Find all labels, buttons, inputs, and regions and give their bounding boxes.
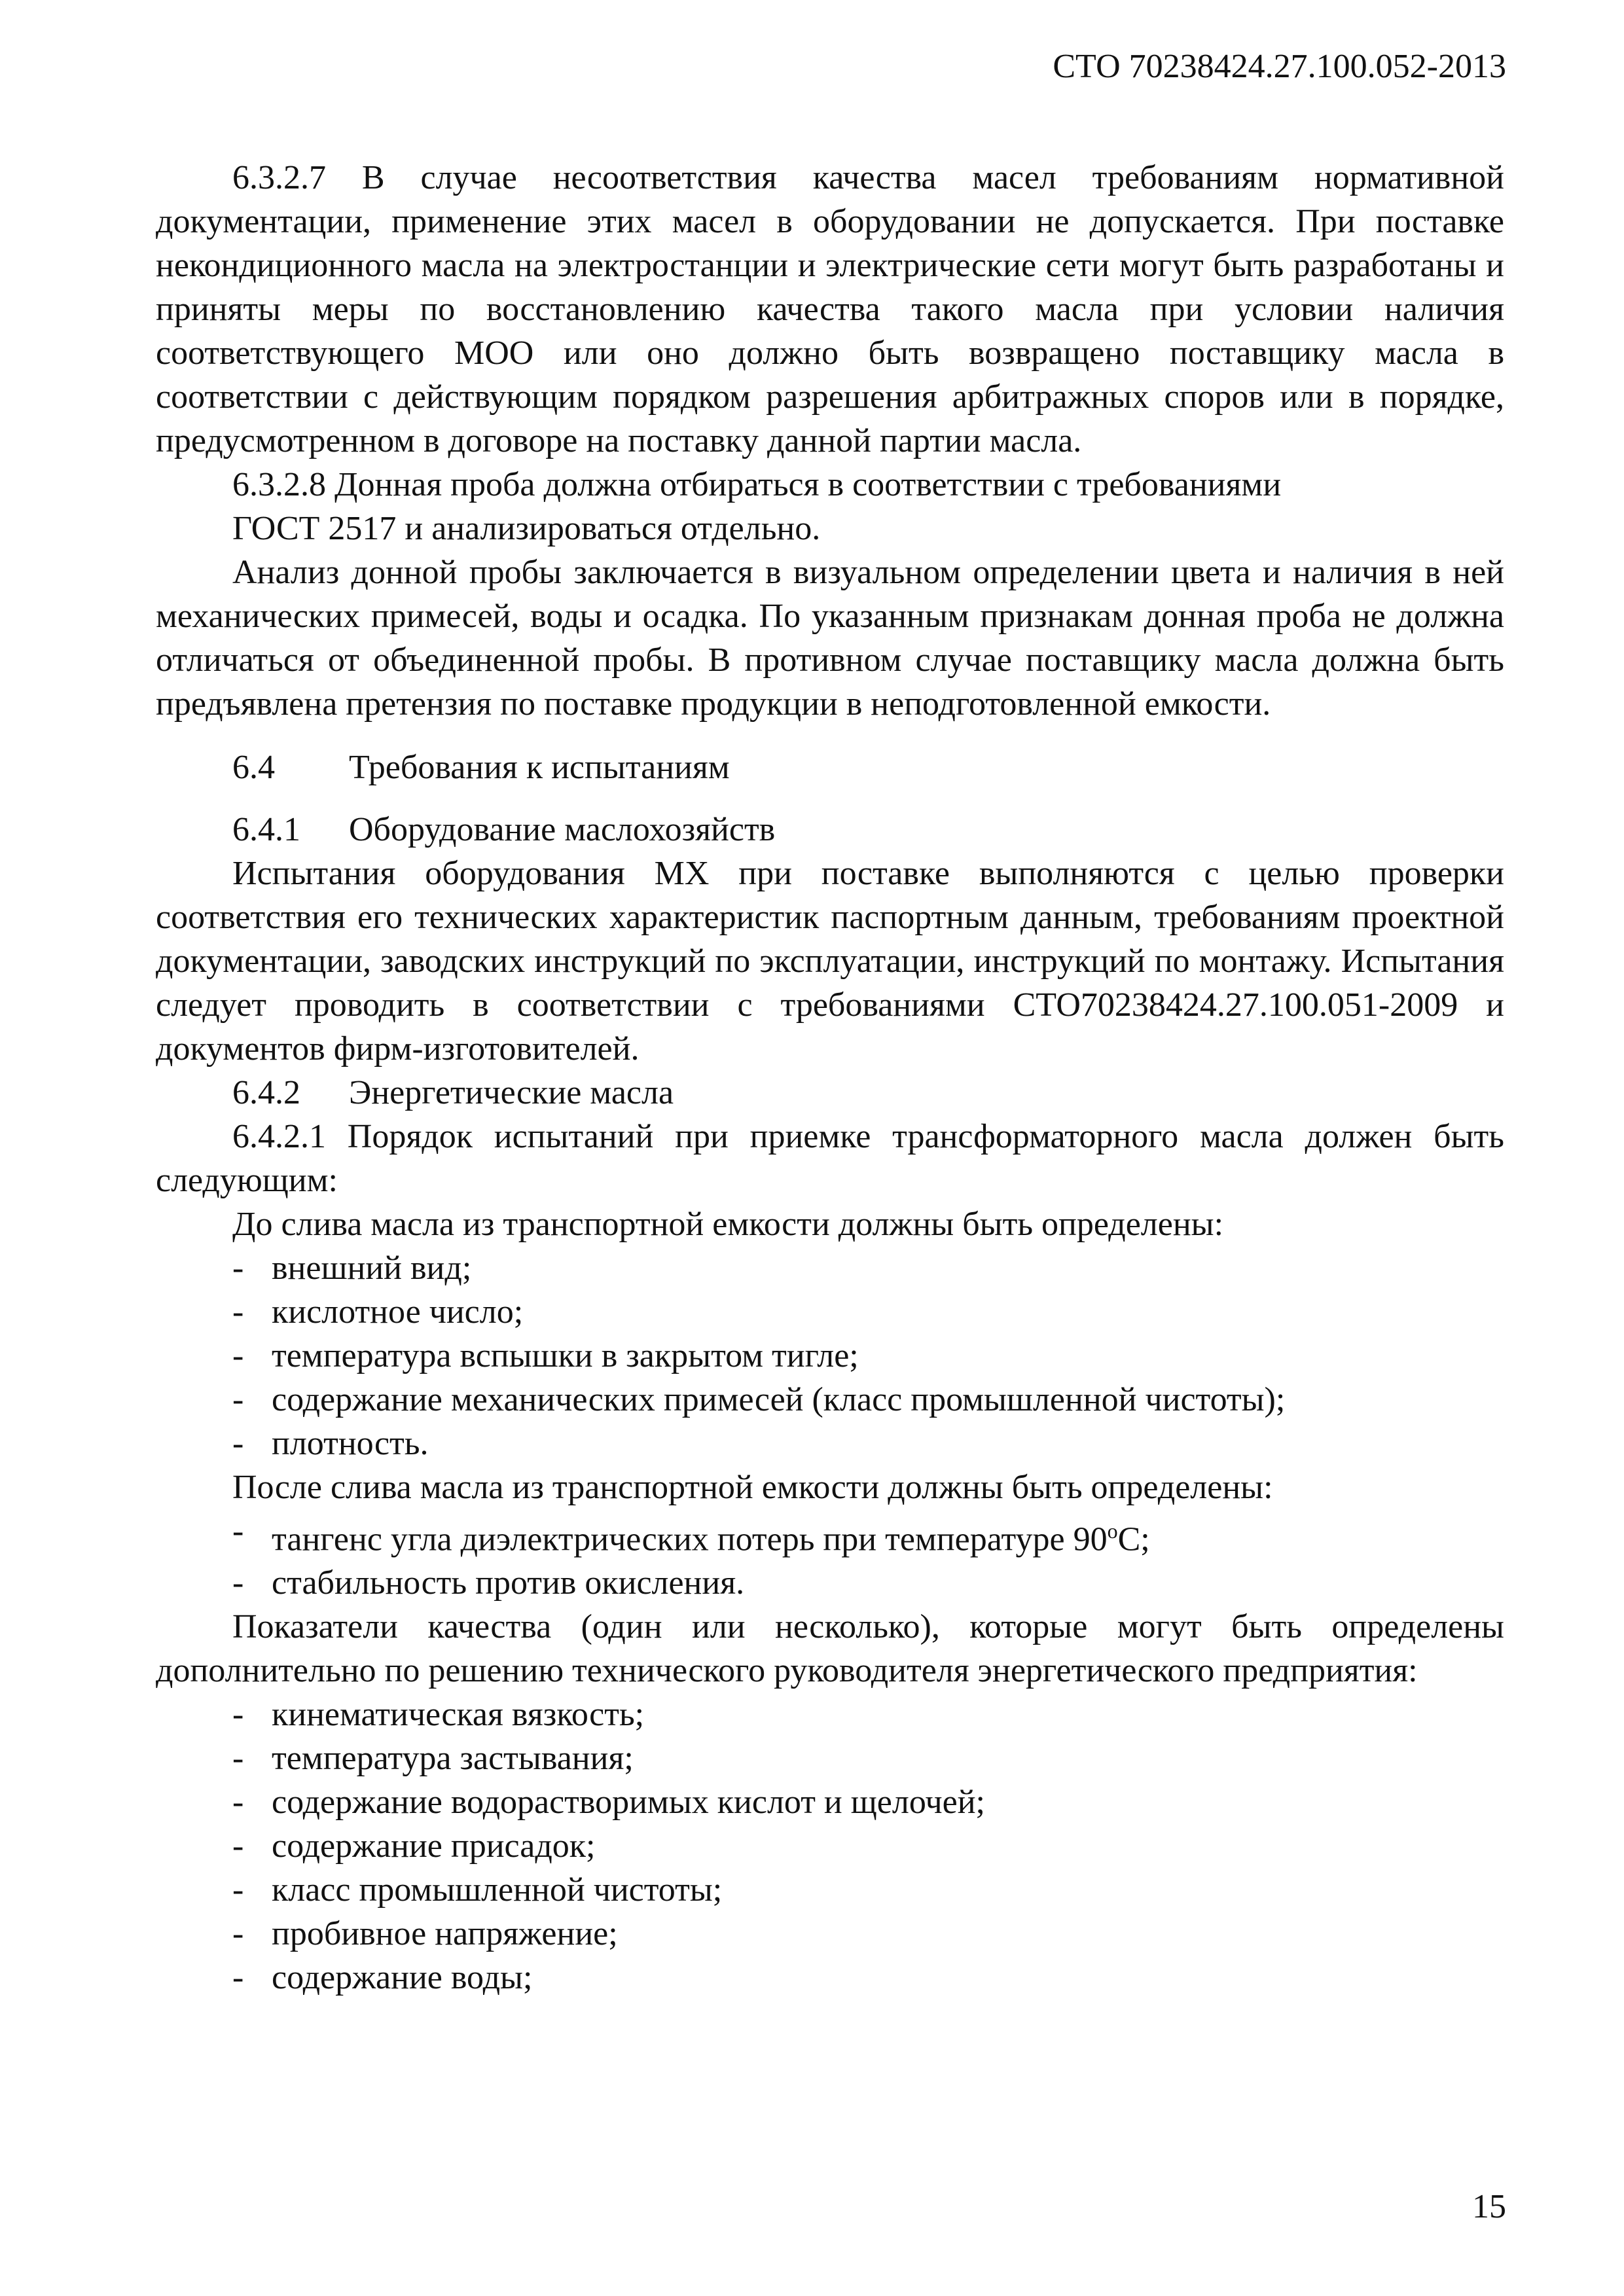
after-drain-list (156, 1509, 1504, 1605)
section-6-4-heading (156, 745, 1504, 789)
list-item (232, 1509, 1504, 1561)
section-6-4-2-heading (156, 1071, 1504, 1115)
paragraph-6-3-2-7: 6.3.2.7 В случае несоответствия качества масел требованиям нормативной документации, применение этих масел в оборудовании не допускается. При поставке некондиционного масла на электростанции и электрические сети могут быть разработаны и приняты меры по восстановлению качества такого масла при условии наличия соответствующего МОО или оно должно быть возвращено поставщику масла в соответствии с действующим порядком разрешения арбитражных споров или в порядке, предусмотренном в договоре на поставку данной партии масла. (156, 159, 1504, 459)
list-item: - кислотное число; (232, 1290, 1504, 1334)
section-6-4-2-number: 6.4.2 (232, 1074, 300, 1111)
additional-indicators-list (156, 1693, 1504, 2000)
section-6-4-1-text: Испытания оборудования МХ при поставке выполняются с целью проверки соответствия его технических характеристик паспортным данным, требованиям проектной документации, заводских инструкций по эксплуатации, инструкций по монтажу. Испытания следует проводить в соответствии с требованиями СТО70238424.27.100.051-2009 и документов фирм-изготовителей. (156, 855, 1504, 1067)
list-item: - класс промышленной чистоты; (232, 1868, 1504, 1912)
document-code-header: СТО 70238424.27.100.052-2013 (1053, 48, 1506, 85)
list-item: - пробивное напряжение; (232, 1912, 1504, 1956)
before-drain-label: До слива масла из транспортной емкости должны быть определены: (232, 1206, 1224, 1243)
list-item: - плотность. (232, 1422, 1504, 1465)
list-item: - кинематическая вязкость; (232, 1693, 1504, 1736)
list-item: - содержание воды; (232, 1956, 1504, 2000)
list-item: - внешний вид; (232, 1246, 1504, 1290)
page-number: 15 (1472, 2188, 1506, 2225)
section-6-4-1-number: 6.4.1 (232, 811, 300, 848)
after-drain-label: После слива масла из транспортной емкости должны быть определены: (232, 1469, 1273, 1506)
list-item: - температура вспышки в закрытом тигле; (232, 1334, 1504, 1378)
tangent-item-text: тангенс угла диэлектрических потерь при температуре 90 (272, 1520, 1108, 1558)
list-item: - температура застывания; (232, 1736, 1504, 1780)
section-6-4-title: Требования к испытаниям (349, 749, 730, 786)
section-6-4-number: 6.4 (232, 749, 275, 786)
section-6-4-1-title: Оборудование маслохозяйств (349, 811, 776, 848)
section-6-4-2-title: Энергетические масла (349, 1074, 674, 1111)
list-item: - содержание присадок; (232, 1824, 1504, 1868)
degree-superscript: о (1107, 1519, 1118, 1543)
section-6-4-1-heading (156, 808, 1504, 852)
additional-indicators-label: Показатели качества (один или несколько), которые могут быть определены дополнительно по решению технического руководителя энергетического предприятия: (156, 1608, 1504, 1690)
tangent-item-unit: С; (1117, 1520, 1150, 1558)
list-item: - содержание механических примесей (класс промышленной чистоты); (232, 1378, 1504, 1422)
paragraph-bottom-sample-analysis: Анализ донной пробы заключается в визуальном определении цвета и наличия в ней механических примесей, воды и осадка. По указанным признакам донная проба не должна отличаться от объединенной пробы. В противном случае поставщику масла должна быть предъявлена претензия по поставке продукции в неподготовленной емкости. (156, 554, 1504, 723)
document-body (156, 156, 1504, 2000)
list-item: - стабильность против окисления. (232, 1561, 1504, 1605)
paragraph-6-3-2-8-line2: ГОСТ 2517 и анализироваться отдельно. (232, 510, 821, 547)
list-item: - содержание водорастворимых кислот и щелочей; (232, 1780, 1504, 1824)
paragraph-6-3-2-8-line1: 6.3.2.8 Донная проба должна отбираться в соответствии с требованиями (232, 466, 1282, 503)
paragraph-6-4-2-1: 6.4.2.1 Порядок испытаний при приемке трансформаторного масла должен быть следующим: (156, 1118, 1504, 1199)
before-drain-list (156, 1246, 1504, 1465)
